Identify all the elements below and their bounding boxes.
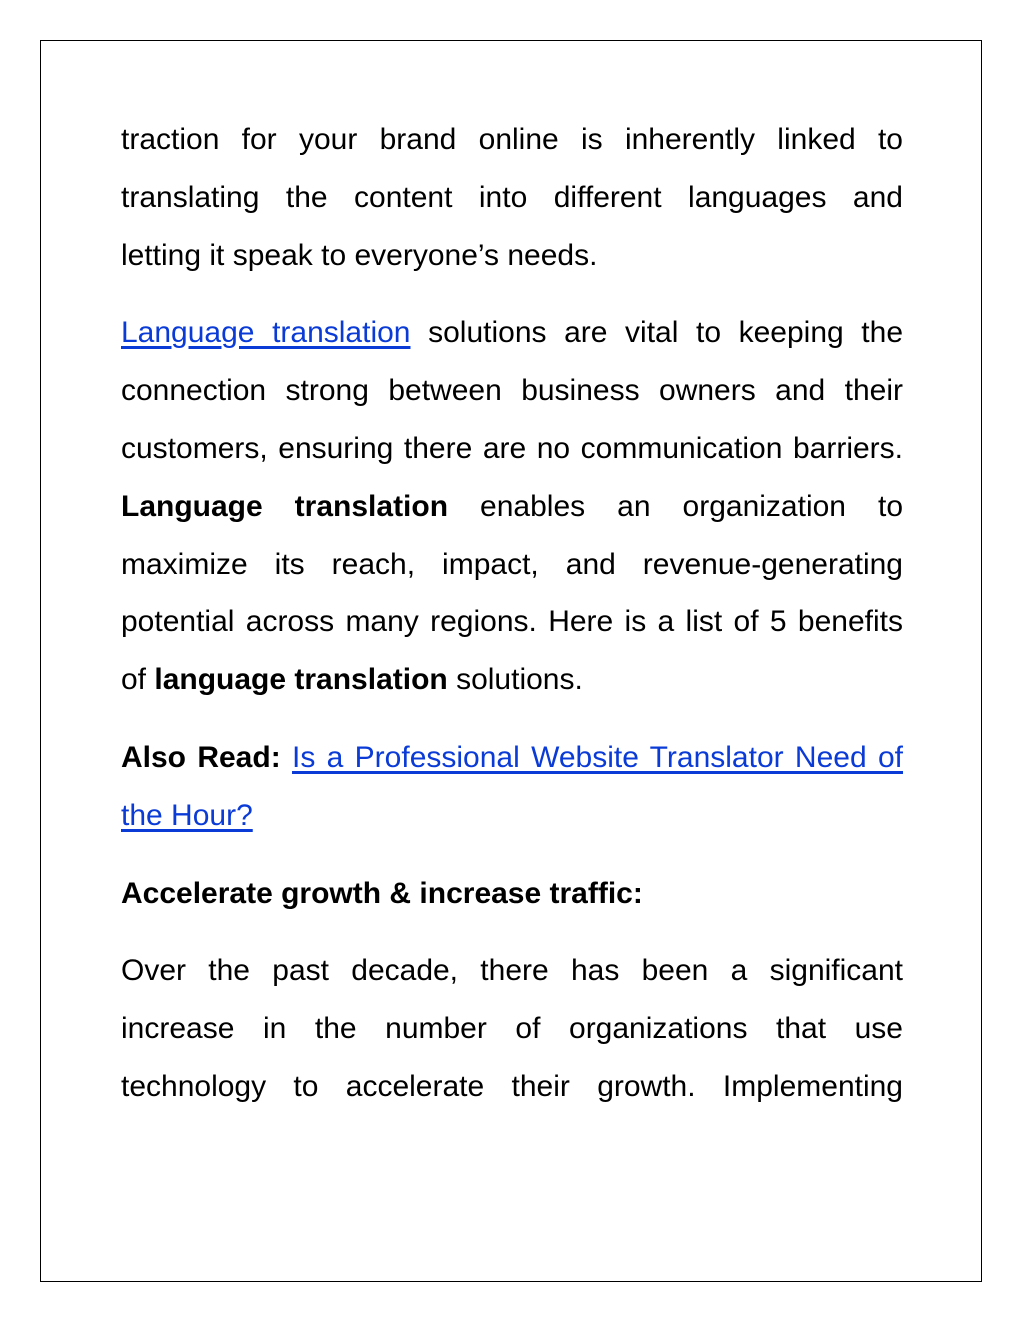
growth-paragraph: Over the past decade, there has been a significant increase in the number of organizations that use technology to accelerate their growth. Implementing — [121, 954, 903, 1103]
also-read-label: Also Read: — [121, 740, 281, 774]
document-body — [121, 111, 903, 1136]
language-translation-link[interactable]: Language translation — [121, 316, 411, 350]
intro-line-3: letting it speak to everyone’s needs. — [121, 238, 598, 272]
bold-language-translation-2: language translation — [154, 663, 448, 697]
translation-paragraph — [121, 304, 903, 709]
also-read-link[interactable]: Is a Professional Website Translator Need of the Hour? — [121, 740, 903, 832]
translation-text-a: solutions are vital to keeping the connection strong between business owners and their customers, ensuring there are no communication barriers. — [121, 316, 904, 465]
also-read-paragraph — [121, 729, 903, 845]
bold-language-translation-1: Language translation — [121, 489, 449, 523]
intro-line-1: traction for your brand online is inherently linked to — [121, 123, 903, 156]
intro-line-2: translating the content into different languages and — [121, 180, 903, 214]
translation-text-b: enables an organization to maximize its reach, impact, and revenue-generating potential across many regions. Here is a list of 5 benefits of — [121, 489, 903, 697]
translation-text-c: solutions. — [447, 663, 583, 697]
section-heading: Accelerate growth & increase traffic: — [121, 876, 643, 910]
intro-paragraph — [121, 111, 903, 284]
